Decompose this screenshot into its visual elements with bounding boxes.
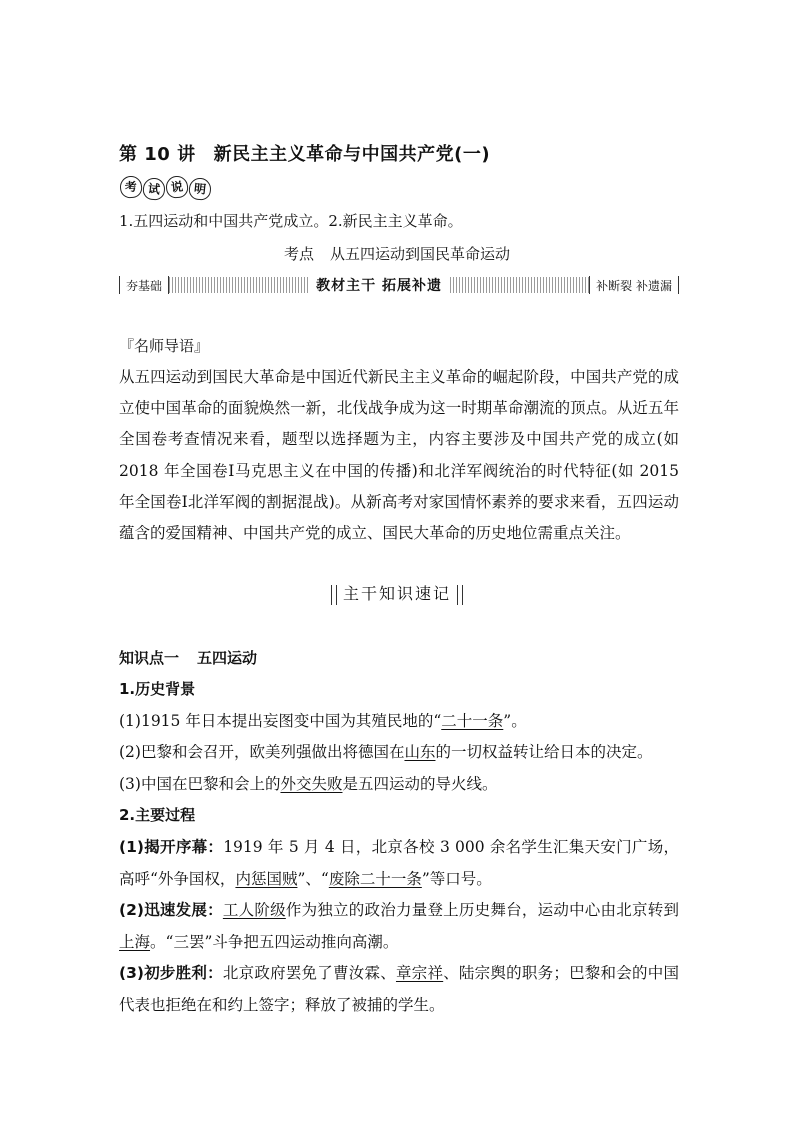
process-item-2 <box>119 895 679 958</box>
text: 1919 年 5 月 4 日，北京各校 3 000 余名学生汇集天安门广场，高呼“外争国权， <box>119 837 679 888</box>
lesson-number: 第 10 讲 <box>119 144 196 165</box>
text: (2)巴黎和会召开，欧美列强做出将德国在 <box>119 743 405 762</box>
section-heading-background: 1.历史背景 <box>119 680 196 698</box>
process-item-3 <box>119 958 679 1021</box>
exam-point-label: 考点 <box>283 245 314 263</box>
section-banner <box>119 274 679 296</box>
text: 的一切权益转让给日本的决定。 <box>435 743 653 762</box>
background-item-1 <box>119 706 679 738</box>
underlined-answer: 山东 <box>404 743 436 762</box>
text: (3)中国在巴黎和会上的 <box>119 774 281 793</box>
text: (1)1915 年日本提出妄图变中国为其殖民地的“ <box>119 711 442 730</box>
banner-hatch <box>169 277 308 293</box>
process-item-1 <box>119 832 679 895</box>
underlined-answer: 章宗祥 <box>395 964 444 983</box>
key-knowledge-text: 主干知识速记 <box>342 584 451 603</box>
banner-center-text: 教材主干 拓展补遗 <box>316 278 443 294</box>
underlined-answer: 上海 <box>119 932 151 951</box>
lesson-title-text: 新民主主义革命与中国共产党(一) <box>213 144 491 165</box>
text: ”、“ <box>297 869 329 888</box>
badge-char: 明 <box>188 176 212 200</box>
section-heading-process: 2.主要过程 <box>119 806 196 825</box>
heading-bar <box>457 585 463 605</box>
item-label: (1)揭开序幕： <box>119 837 224 856</box>
background-item-2 <box>119 737 679 769</box>
exam-point-title: 从五四运动到国民革命运动 <box>330 245 511 263</box>
exam-point-heading <box>0 243 794 264</box>
knowledge-body <box>119 674 679 1022</box>
background-item-3 <box>119 769 679 801</box>
exam-scope: 1.五四运动和中国共产党成立。2.新民主主义革命。 <box>119 212 463 230</box>
item-label: (2)迅速发展： <box>119 901 223 920</box>
lesson-title <box>119 140 490 166</box>
underlined-answer: 工人阶级 <box>222 901 286 920</box>
underlined-answer: 外交失败 <box>280 774 343 793</box>
badge-char: 说 <box>165 175 189 199</box>
banner-hatch <box>450 277 589 293</box>
underlined-answer: 内惩国贼 <box>235 869 298 888</box>
text: 、陆宗舆的职务；巴黎和会的中国代表也拒绝在和约上签字；释放了被捕的学生。 <box>119 964 679 1014</box>
exam-description-badge <box>120 174 212 200</box>
text: 。“三罢”斗争把五四运动推向高潮。 <box>150 932 399 951</box>
text: 是五四运动的导火线。 <box>342 774 498 793</box>
key-knowledge-heading <box>0 581 794 605</box>
knowledge-point-name: 五四运动 <box>197 649 258 667</box>
knowledge-point-title <box>119 647 257 668</box>
heading-bar <box>331 585 337 605</box>
badge-char: 试 <box>142 176 166 200</box>
item-label: (3)初步胜利： <box>119 964 223 983</box>
underlined-answer: 二十一条 <box>441 711 504 730</box>
teacher-guide-title: 『名师导语』 <box>119 337 210 355</box>
knowledge-point-label: 知识点一 <box>119 649 180 667</box>
banner-divider <box>678 276 679 294</box>
text: 北京政府罢免了曹汝霖、 <box>222 964 396 983</box>
banner-left-text: 夯基础 <box>126 278 163 293</box>
underlined-answer: 废除二十一条 <box>328 869 422 888</box>
text: ”等口号。 <box>421 869 492 888</box>
badge-char: 考 <box>119 175 143 199</box>
text: 作为独立的政治力量登上历史舞台，运动中心由北京转到 <box>285 901 679 920</box>
teacher-guide-paragraph: 从五四运动到国民大革命是中国近代新民主主义革命的崛起阶段，中国共产党的成立使中国革命的面貌焕然一新，北伐战争成为这一时期革命潮流的顶点。从近五年全国卷考查情况来看，题型以选择题为主，内容主要涉及中国共产党的成立(如 2018 年全国卷Ⅰ马克思主义在中国的传播)和北洋军阀统治的时代特征(如 2015 年全国卷Ⅰ北洋军阀的割据混战)。从新高考对家国情怀素养的要求来看，五四运动蕴含的爱国精神、中国共产党的成立、国民大革命的历史地位需重点关注。 <box>119 368 679 543</box>
text: ”。 <box>503 711 527 730</box>
banner-right-text: 补断裂 补遗漏 <box>596 278 672 293</box>
